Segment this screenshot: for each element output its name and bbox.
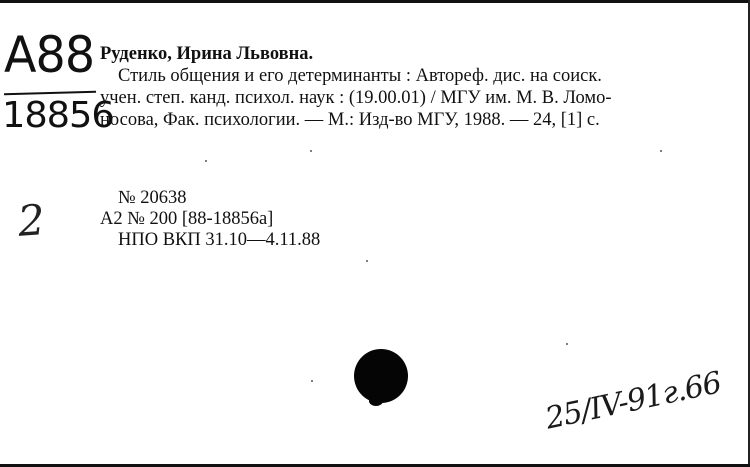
card-border-top — [0, 0, 750, 3]
paper-speck — [660, 150, 662, 152]
paper-speck — [311, 380, 313, 382]
paper-speck — [310, 150, 312, 152]
shelfmark-bottom: 18856 — [2, 95, 114, 136]
title-line-3: носова, Фак. психологии. — М.: Изд-во МГУ, 1988. — 24, [1] с. — [100, 110, 600, 130]
handwritten-mark: 2 — [16, 195, 47, 246]
paper-speck — [366, 260, 368, 262]
accession-number: № 20638 — [118, 188, 187, 208]
author-name: Руденко, Ирина Львовна. — [100, 44, 314, 64]
distribution-line: НПО ВКП 31.10—4.11.88 — [118, 230, 321, 250]
accession-block — [100, 188, 320, 251]
accession-code: А2 № 200 [88-18856а] — [100, 209, 274, 229]
ink-blot — [354, 349, 408, 403]
shelfmark-top: A88 — [4, 26, 95, 84]
paper-speck — [205, 160, 207, 162]
handwritten-date-note: 25/IV-91г.66 — [542, 365, 724, 437]
paper-speck — [566, 343, 568, 345]
title-line-2: учен. степ. канд. психол. наук : (19.00.01) / МГУ им. М. В. Ломо- — [100, 88, 612, 108]
bibliographic-entry — [100, 43, 740, 131]
title-line-1: Стиль общения и его детерминанты : Автореф. дис. на соиск. — [118, 66, 602, 86]
ink-blot-drip — [369, 396, 383, 406]
